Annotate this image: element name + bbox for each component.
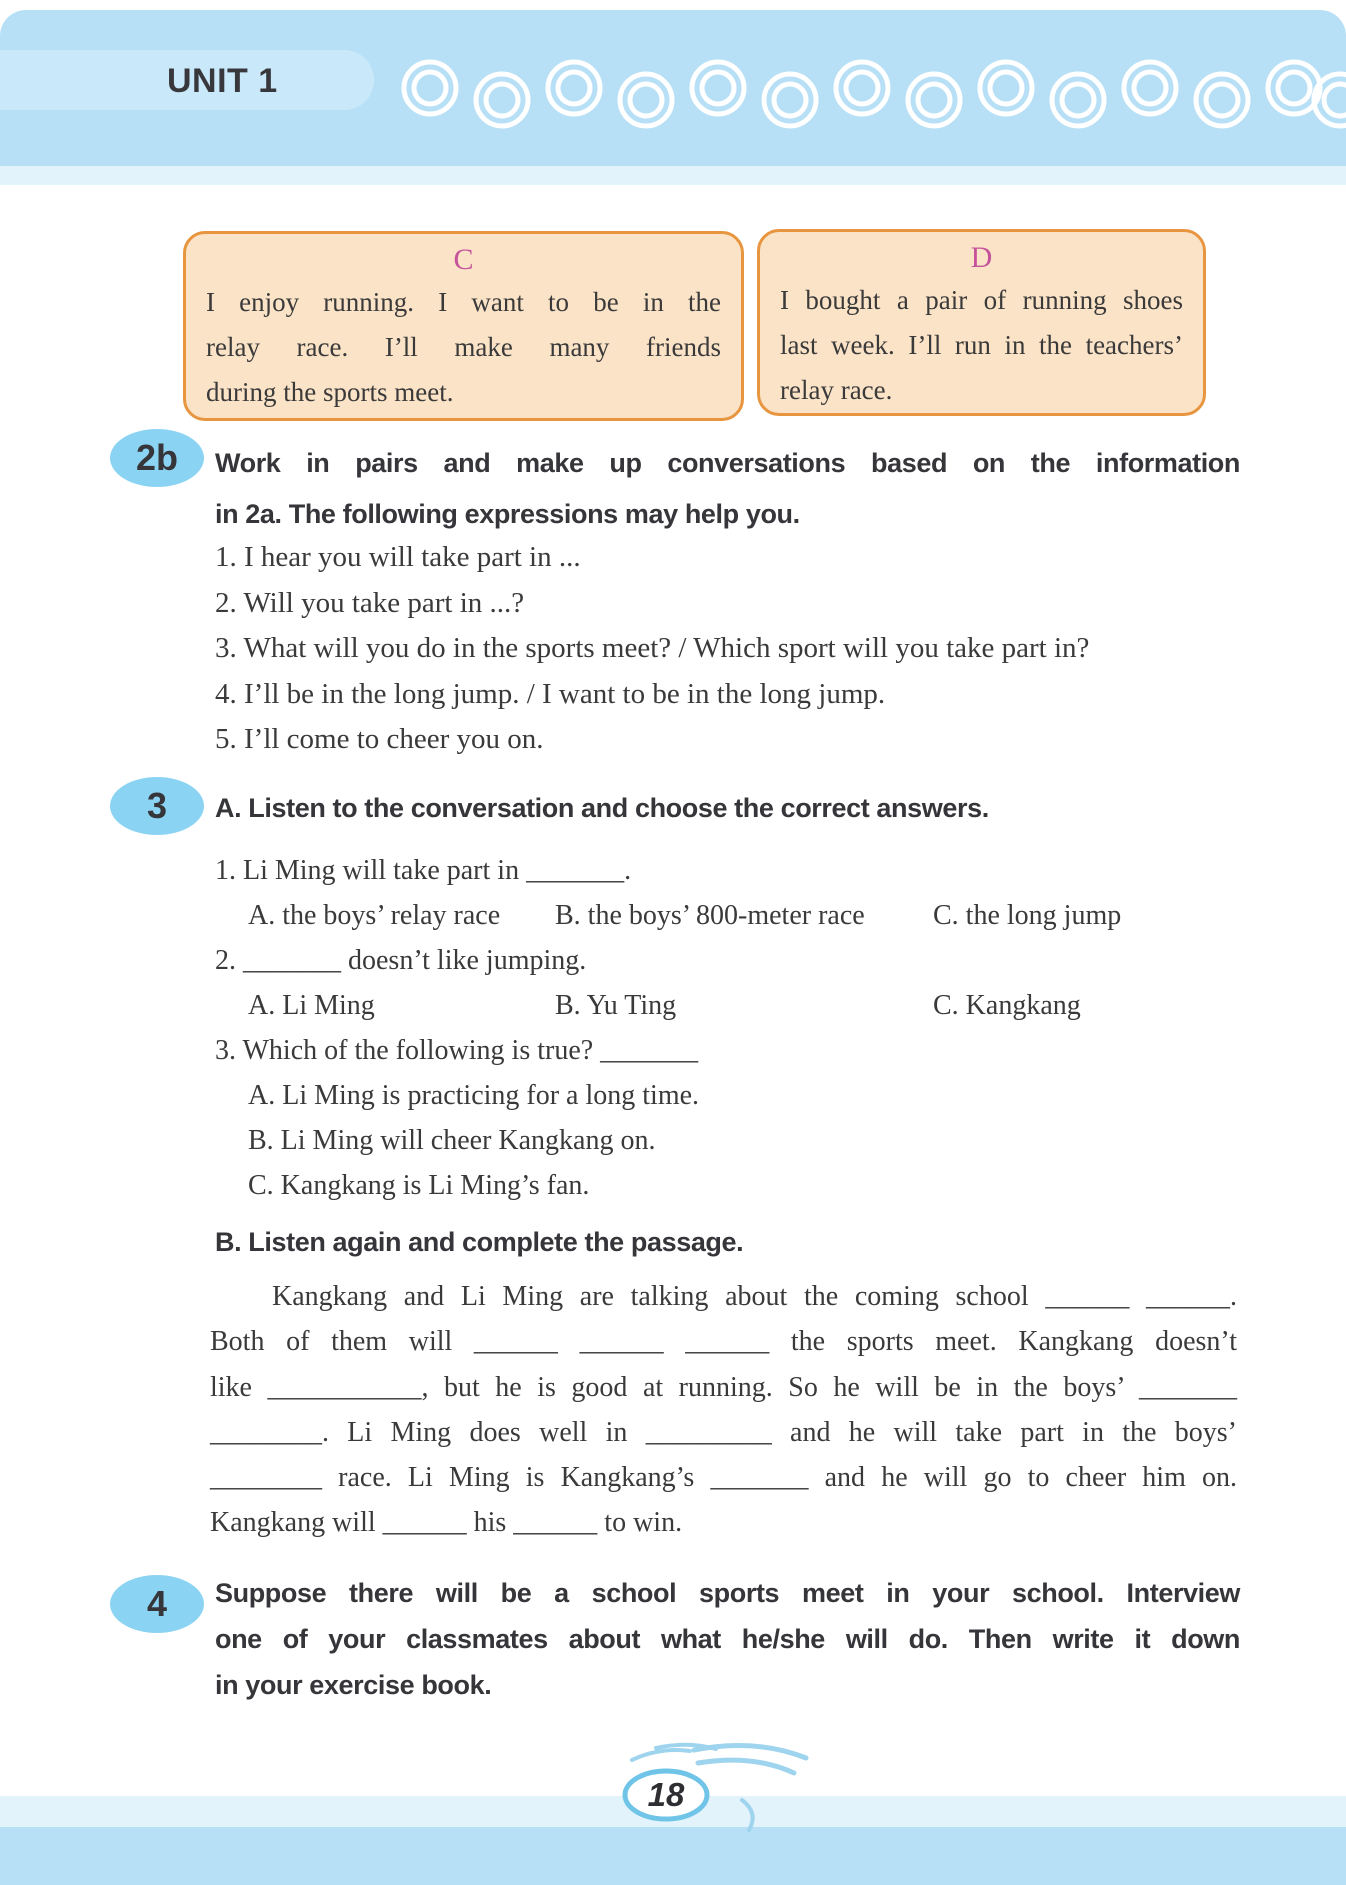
passage-line: ________. Li Ming does well in _________ and he will take part in the boys’ — [210, 1416, 1237, 1448]
section-2b-heading — [215, 438, 1240, 540]
question-2-stem: 2. _______ doesn’t like jumping. — [215, 945, 587, 976]
expressions-list — [215, 535, 1245, 763]
passage-line: Both of them will ______ ______ ______ the sports meet. Kangkang doesn’t — [210, 1326, 1237, 1358]
part-a-heading: A. Listen to the conversation and choose the correct answers. — [215, 793, 989, 823]
section-4-badge: 4 — [110, 1575, 204, 1633]
passage-line: like ___________, but he is good at running. So he will be in the boys’ _______ — [210, 1371, 1237, 1403]
card-d — [757, 229, 1206, 416]
card-c — [183, 231, 744, 421]
question-option: C. Kangkang is Li Ming’s fan. — [248, 1170, 590, 1201]
expression-item: 1. I hear you will take part in ... — [215, 541, 581, 573]
card-d-line: last week. I’ll run in the teachers’ — [780, 330, 1183, 360]
section-2b-heading-line: Work in pairs and make up conversations based on the information — [215, 448, 1240, 478]
card-c-line: during the sports meet. — [206, 377, 454, 407]
question-2-options — [215, 983, 1245, 1028]
page-number: 18 — [647, 1776, 685, 1813]
section-4-heading-line: one of your classmates about what he/she will do. Then write it down — [215, 1624, 1240, 1654]
question-option: B. the boys’ 800-meter race — [555, 900, 865, 931]
questions-block — [215, 848, 1245, 1208]
expression-item: 2. Will you take part in ...? — [215, 586, 525, 619]
question-option: A. the boys’ relay race — [248, 900, 501, 931]
ring-pattern — [0, 10, 1346, 166]
header-substrip — [0, 166, 1346, 185]
passage-line: ________ race. Li Ming is Kangkang’s _______ and he will go to cheer him on. — [210, 1462, 1237, 1494]
question-3-stem: 3. Which of the following is true? _______ — [215, 1035, 699, 1066]
part-b-heading: B. Listen again and complete the passage. — [215, 1227, 744, 1257]
question-option: B. Li Ming will cheer Kangkang on. — [248, 1125, 656, 1156]
section-2b-heading-line: in 2a. The following expressions may help you. — [215, 499, 800, 529]
section-4-heading — [215, 1570, 1240, 1708]
card-d-label: D — [970, 241, 993, 274]
passage — [210, 1274, 1237, 1546]
page-number-badge — [590, 1738, 850, 1843]
unit-title: UNIT 1 — [167, 62, 278, 100]
expression-item: 5. I’ll come to cheer you on. — [215, 723, 544, 755]
section-4-heading-line: in your exercise book. — [215, 1670, 492, 1700]
card-c-line: I enjoy running. I want to be in the — [206, 287, 721, 317]
question-option: C. Kangkang — [933, 990, 1081, 1021]
card-c-label: C — [453, 243, 474, 276]
section-2b-badge: 2b — [110, 429, 204, 487]
expression-item: 4. I’ll be in the long jump. / I want to be in the long jump. — [215, 677, 886, 710]
question-option: A. Li Ming is practicing for a long time. — [248, 1080, 700, 1111]
question-option: A. Li Ming — [248, 990, 375, 1021]
section-4-heading-line: Suppose there will be a school sports meet in your school. Interview — [215, 1578, 1240, 1608]
card-d-line: I bought a pair of running shoes — [780, 285, 1183, 315]
question-1-stem: 1. Li Ming will take part in _______. — [215, 855, 632, 886]
section-3-badge: 3 — [110, 777, 204, 835]
card-d-line: relay race. — [780, 375, 893, 405]
passage-line: Kangkang will ______ his ______ to win. — [210, 1507, 683, 1539]
question-option: C. the long jump — [933, 900, 1122, 931]
passage-line: Kangkang and Li Ming are talking about the coming school ______ ______. — [272, 1281, 1237, 1312]
question-1-options — [215, 893, 1245, 938]
expression-item: 3. What will you do in the sports meet? / Which sport will you take part in? — [215, 632, 1090, 664]
card-c-line: relay race. I’ll make many friends — [206, 332, 721, 362]
question-option: B. Yu Ting — [555, 990, 677, 1021]
